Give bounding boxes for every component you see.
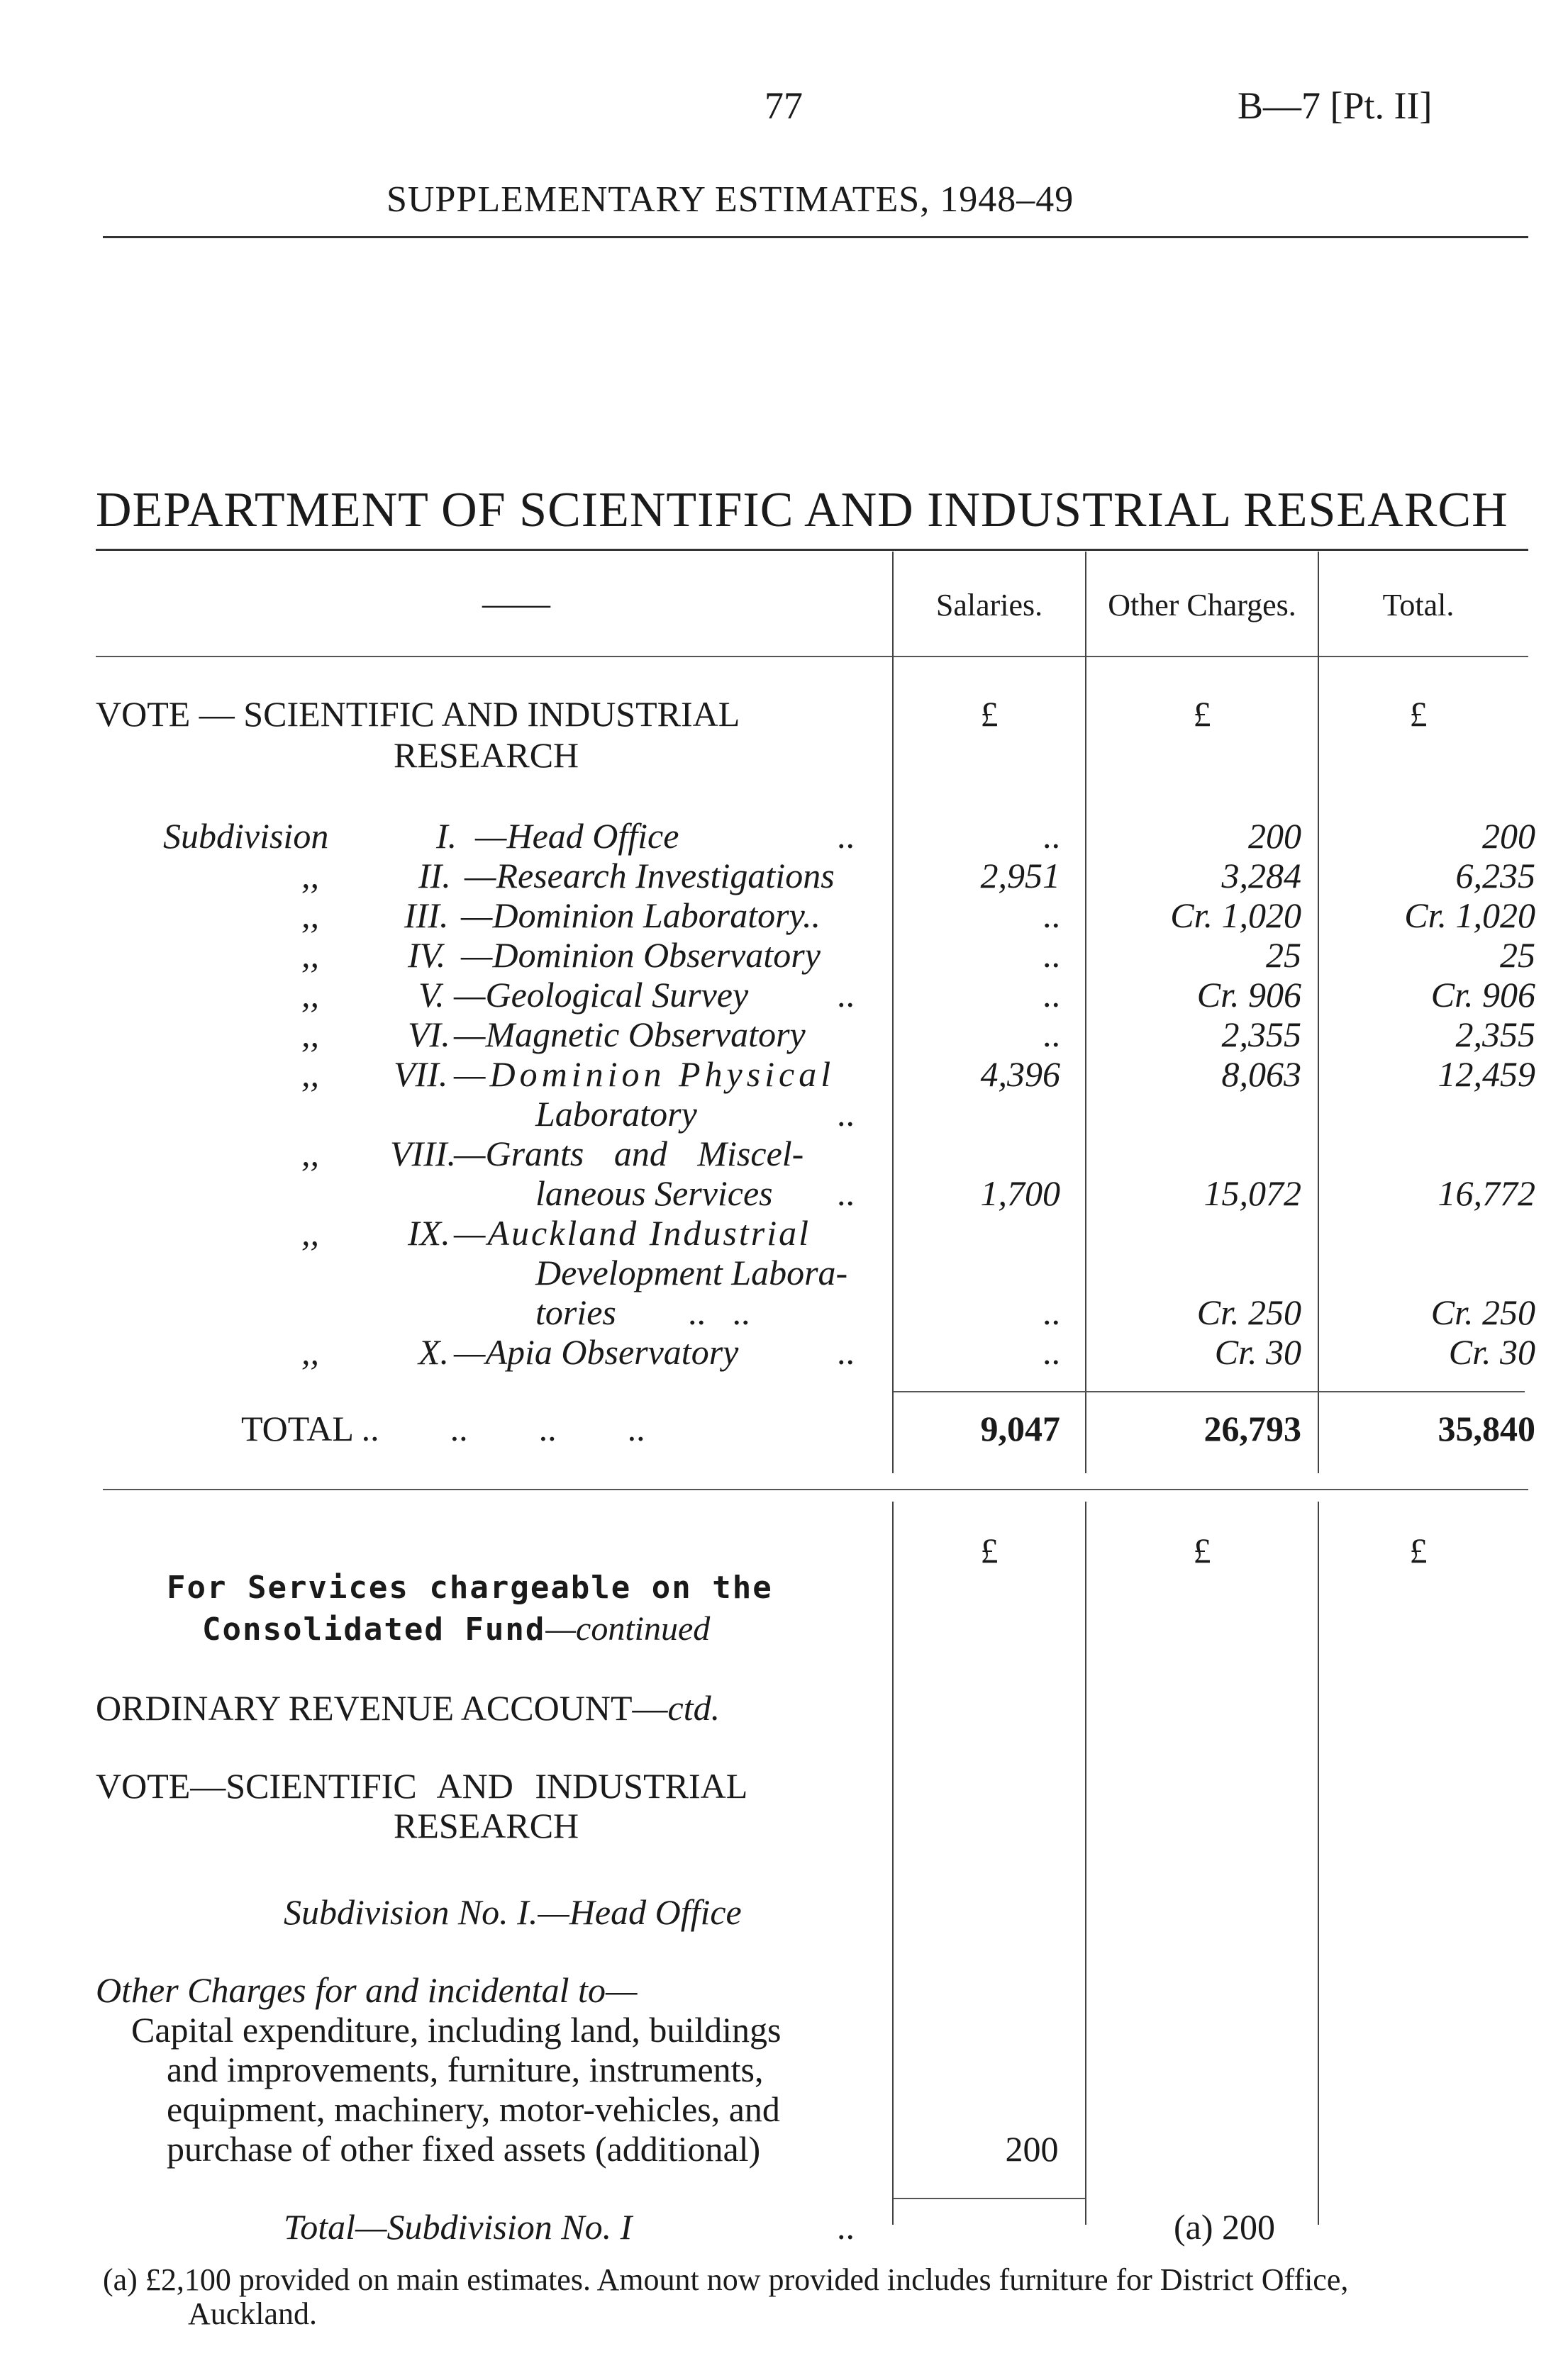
subdivision-total-dots: .. (837, 2207, 855, 2247)
row-number: VIII. (390, 1134, 456, 1173)
ditto-mark: ,, (301, 1213, 319, 1253)
detail-currency-1: £ (980, 1531, 999, 1570)
account-ctd: ctd. (667, 1688, 721, 1728)
capital-line: purchase of other fixed assets (additional) (167, 2129, 761, 2169)
row-number: III. (404, 895, 449, 935)
row-other-charges: 2,355 (1221, 1015, 1301, 1054)
row-total: 200 (1482, 816, 1535, 856)
row-total: 16,772 (1438, 1173, 1535, 1213)
row-other-charges: Cr. 906 (1196, 975, 1301, 1015)
row-leader-dots: .. (837, 816, 855, 856)
ditto-mark: ,, (301, 1134, 319, 1173)
row-number: VII. (394, 1054, 448, 1094)
row-other-charges: Cr. 250 (1196, 1292, 1301, 1332)
ditto-mark: ,, (301, 895, 319, 935)
row-salaries: .. (1042, 975, 1060, 1015)
row-name: —Magnetic Observatory (454, 1015, 806, 1054)
stub-header-dash: —— (482, 585, 550, 622)
capital-line: and improvements, furniture, instruments, (167, 2050, 764, 2089)
total-rule (894, 1391, 1525, 1392)
row-total: 6,235 (1455, 856, 1535, 895)
row-salaries: .. (1042, 1332, 1060, 1372)
account-name: ORDINARY REVENUE ACCOUNT— (96, 1688, 668, 1728)
detail-column-rule-2 (1085, 1502, 1086, 2225)
consolidated-fund: Consolidated Fund (202, 1611, 546, 1648)
row-name-continued: laneous Services (535, 1173, 773, 1213)
row-name: —Dominion Laboratory.. (461, 895, 821, 935)
ditto-mark: ,, (301, 856, 319, 895)
row-name: —Apia Observatory (454, 1332, 739, 1372)
row-total: Cr. 250 (1430, 1292, 1535, 1332)
row-other-charges: 200 (1248, 816, 1301, 856)
row-number: II. (418, 856, 451, 895)
row-other-charges: 15,072 (1203, 1173, 1301, 1213)
row-total: Cr. 906 (1430, 975, 1535, 1015)
detail-vote-title: VOTE—SCIENTIFIC AND INDUSTRIAL (96, 1766, 748, 1806)
subtotal-rule (894, 2198, 1085, 2199)
ditto-mark: ,, (301, 1015, 319, 1054)
row-name: —Head Office (475, 816, 679, 856)
page-number: 77 (764, 84, 803, 127)
services-heading-continued (202, 1609, 710, 1648)
currency-other-charges: £ (1193, 694, 1211, 734)
row-leader-dots: .. .. (688, 1292, 750, 1332)
row-other-charges: 3,284 (1221, 856, 1301, 895)
row-number: IX. (408, 1213, 450, 1253)
subdivision-label: Subdivision (163, 816, 329, 856)
row-salaries: 2,951 (980, 856, 1060, 895)
services-heading: For Services chargeable on the (167, 1570, 773, 1606)
subdivision-total-label: Total—Subdivision No. I (284, 2207, 633, 2247)
total-other-charges: 26,793 (1203, 1409, 1301, 1448)
row-name: —Geological Survey (454, 975, 749, 1015)
row-name-continued: Laboratory (535, 1094, 697, 1134)
row-name: —Dominion Physical (454, 1054, 835, 1094)
page-title: SUPPLEMENTARY ESTIMATES, 1948–49 (387, 179, 1074, 220)
currency-salaries: £ (980, 694, 999, 734)
vote-title-continued: RESEARCH (394, 735, 579, 775)
detail-vote-title-continued: RESEARCH (394, 1806, 579, 1845)
row-number: X. (418, 1332, 450, 1372)
row-other-charges: Cr. 1,020 (1170, 895, 1301, 935)
document-reference: B—7 [Pt. II] (1238, 84, 1433, 127)
row-name: —Dominion Observatory (461, 935, 821, 975)
section-rule (103, 1489, 1528, 1490)
row-total: 25 (1500, 935, 1535, 975)
currency-total: £ (1409, 694, 1428, 734)
row-name: —Auckland Industrial (454, 1213, 811, 1253)
row-salaries: .. (1042, 816, 1060, 856)
continued-label: —continued (545, 1610, 711, 1648)
footnote-continued: Auckland. (188, 2296, 318, 2331)
row-total: Cr. 30 (1448, 1332, 1535, 1372)
detail-column-rule-1 (892, 1502, 894, 2225)
row-other-charges: 25 (1266, 935, 1301, 975)
row-name-continued: Development Labora- (535, 1253, 848, 1292)
row-number: I. (436, 816, 457, 856)
detail-currency-3: £ (1409, 1531, 1428, 1570)
total-total: 35,840 (1438, 1409, 1535, 1448)
row-other-charges: 8,063 (1221, 1054, 1301, 1094)
column-header-salaries: Salaries. (935, 588, 1043, 622)
ditto-mark: ,, (301, 1332, 319, 1372)
row-leader-dots: .. (837, 1094, 855, 1134)
column-header-other-charges: Other Charges. (1108, 588, 1296, 622)
row-other-charges: Cr. 30 (1214, 1332, 1301, 1372)
capital-line: equipment, machinery, motor-vehicles, and (167, 2089, 780, 2129)
row-number: VI. (408, 1015, 450, 1054)
row-total: 2,355 (1455, 1015, 1535, 1054)
row-salaries: .. (1042, 895, 1060, 935)
column-header-total: Total. (1382, 588, 1455, 622)
department-rule (96, 549, 1528, 551)
detail-currency-2: £ (1193, 1531, 1211, 1570)
department-heading: DEPARTMENT OF SCIENTIFIC AND INDUSTRIAL RESEARCH (96, 483, 1508, 537)
total-label: TOTAL .. .. .. .. (241, 1409, 645, 1448)
vote-title: VOTE — SCIENTIFIC AND INDUSTRIAL (96, 694, 740, 734)
total-salaries: 9,047 (980, 1409, 1060, 1448)
capital-line: Capital expenditure, including land, buildings (131, 2010, 782, 2050)
row-salaries: .. (1042, 935, 1060, 975)
footnote: (a) £2,100 provided on main estimates. Amount now provided includes furniture for District Office, (103, 2262, 1349, 2297)
row-leader-dots: .. (837, 1332, 855, 1372)
header-rule (103, 236, 1528, 238)
column-header-rule (96, 656, 1528, 657)
ditto-mark: ,, (301, 935, 319, 975)
subdivision-heading: Subdivision No. I.—Head Office (284, 1892, 742, 1932)
ditto-mark: ,, (301, 975, 319, 1015)
capital-amount: 200 (1005, 2129, 1059, 2169)
subdivision-total-value: (a) 200 (1174, 2207, 1275, 2247)
row-salaries: 4,396 (980, 1054, 1060, 1094)
row-total: 12,459 (1438, 1054, 1535, 1094)
row-leader-dots: .. (837, 975, 855, 1015)
row-total: Cr. 1,020 (1404, 895, 1535, 935)
row-leader-dots: .. (837, 1173, 855, 1213)
other-charges-heading: Other Charges for and incidental to— (96, 1970, 638, 2010)
ditto-mark: ,, (301, 1054, 319, 1094)
detail-column-rule-3 (1318, 1502, 1319, 2225)
row-number: V. (418, 975, 445, 1015)
row-number: IV. (408, 935, 446, 975)
row-name: —Grants and Miscel- (454, 1134, 804, 1173)
account-heading (96, 1687, 720, 1728)
row-salaries: 1,700 (980, 1173, 1060, 1213)
row-salaries: .. (1042, 1292, 1060, 1332)
row-name-continued: tories (535, 1292, 616, 1332)
row-name: —Research Investigations (465, 856, 835, 895)
row-salaries: .. (1042, 1015, 1060, 1054)
